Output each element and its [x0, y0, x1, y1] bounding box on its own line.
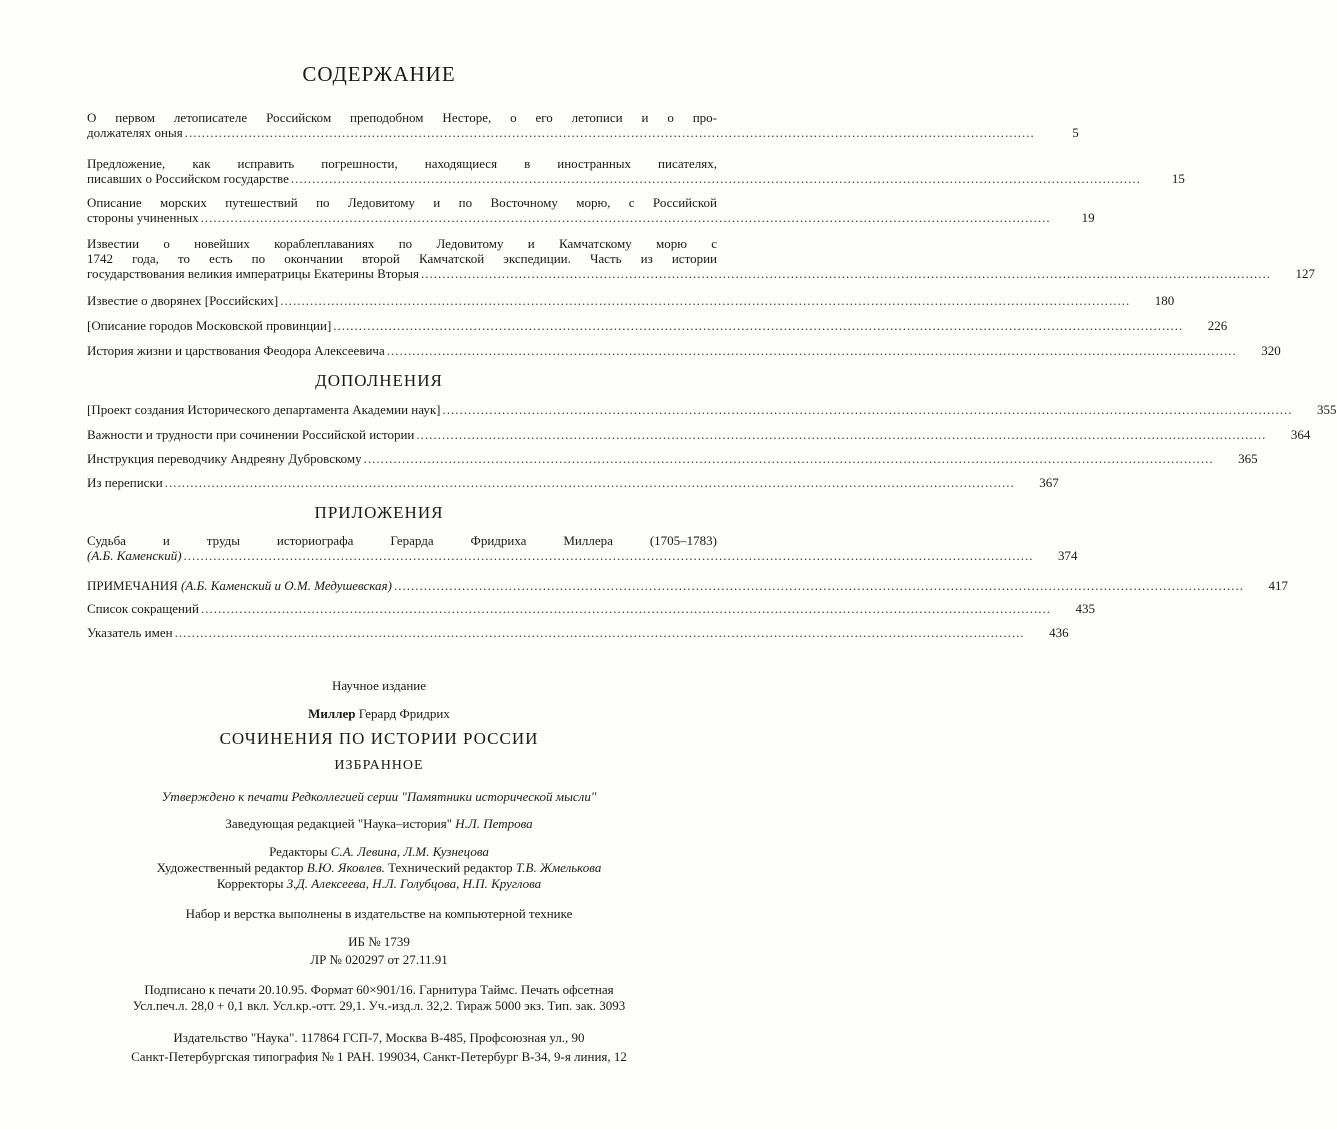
typeset-line: Набор и верстка выполнены в издательстве на компьютерной технике [185, 906, 573, 921]
toc-page-number: 435 [1075, 601, 1095, 616]
contents-title: СОДЕРЖАНИЕ [302, 62, 456, 86]
notes-label: ПРИМЕЧАНИЯ [87, 578, 178, 593]
toc-entry-text: Из переписки [87, 475, 163, 490]
toc-page-number: 367 [1039, 475, 1059, 490]
toc-entry: Известие о дворянех [Российских] ........................................................................................................................................................................................................ 180 [87, 293, 1175, 308]
toc-entry: Предложение, как исправить погрешности, находящиеся в иностранных писателях, писавших о Российском государстве ........................................................................................................................................................................................................ 15 [87, 156, 1185, 186]
toc-page-number: 355 [1317, 402, 1337, 417]
toc-entry: История жизни и царствования Феодора Алексеевича ........................................................................................................................................................................................................ 320 [87, 343, 1281, 358]
toc-entry: Из переписки ........................................................................................................................................................................................................ 367 [87, 475, 1059, 490]
toc-entry: Список сокращений ........................................................................................................................................................................................................ 435 [87, 601, 1095, 616]
toc-entry-text: стороны учиненных [87, 210, 199, 225]
toc-entry-text: [Описание городов Московской провинции] [87, 318, 332, 333]
toc-entry-text: (А.Б. Каменский) [87, 548, 182, 563]
art-editor-label: Художественный редактор [156, 860, 307, 875]
proofreaders-names: З.Д. Алексеева, Н.Л. Голубцова, Н.П. Круглова [286, 876, 542, 891]
publisher-line: Издательство "Наука". 117864 ГСП-7, Москва В-485, Профсоюзная ул., 90 [173, 1030, 585, 1045]
toc-page-number: 226 [1207, 318, 1228, 333]
toc-entry: Инструкция переводчику Андреяну Дубровскому ........................................................................................................................................................................................................ 365 [87, 451, 1258, 466]
toc-page-number: 5 [1072, 125, 1079, 140]
toc-entry-line: Предложение, как исправить погрешности, находящиеся в иностранных писателях, [87, 156, 717, 171]
head-editor-label: Заведующая редакцией "Наука–история" [225, 816, 456, 831]
toc-entry: Важности и трудности при сочинении Российской истории ........................................................................................................................................................................................................ 364 [87, 427, 1311, 442]
toc-entry-line: Известии о новейших кораблеплаваниях по Ледовитому и Камчатскому морю с [87, 236, 717, 251]
toc-entry-text: [Проект создания Исторического департамента Академии наук] [87, 402, 441, 417]
toc-page-number: 436 [1049, 625, 1069, 640]
toc-entry-line: Описание морских путешествий по Ледовитому и по Восточному морю, с Российской [87, 195, 717, 210]
proofreaders-label: Корректоры [216, 876, 287, 891]
toc-page-number: 127 [1295, 266, 1315, 281]
toc-entry: ПРИМЕЧАНИЯ (А.Б. Каменский и О.М. Медушевская) ........................................................................................................................................................................................................ 417 [87, 578, 1288, 593]
supplements-title: ДОПОЛНЕНИЯ [315, 371, 443, 390]
author-surname: Миллер [308, 706, 356, 721]
toc-page-number: 15 [1171, 171, 1185, 186]
book-title: СОЧИНЕНИЯ ПО ИСТОРИИ РОССИИ [219, 729, 539, 748]
proofreaders-line [0, 876, 758, 891]
toc-entry-text: государствования великия императрицы Екатерины Вторыя [87, 266, 419, 281]
lr-number: ЛР № 020297 от 27.11.91 [310, 952, 448, 967]
book-subtitle: ИЗБРАННОЕ [334, 758, 424, 773]
toc-entry-text: должателях оныя [87, 125, 183, 140]
tech-editor-name: Т.В. Жмелькова [515, 860, 602, 875]
toc-entry-line: 1742 года, то есть по окончании второй Камчатской экспедиции. Часть из истории [87, 251, 717, 266]
ib-number: ИБ № 1739 [348, 934, 410, 949]
toc-entry: [Описание городов Московской провинции] ........................................................................................................................................................................................................ 226 [87, 318, 1228, 333]
editors-line [0, 844, 758, 859]
toc-entry-line: Судьба и труды историографа Герарда Фридриха Миллера (1705–1783) [87, 533, 717, 548]
toc-entry: [Проект создания Исторического департамента Академии наук] ........................................................................................................................................................................................................ 355 [87, 402, 1337, 417]
editors-label: Редакторы [269, 844, 331, 859]
toc-page-number: 374 [1058, 548, 1078, 563]
tech-editor-label: Технический редактор [384, 860, 516, 875]
author-line [0, 706, 758, 721]
toc-entry-text: писавших о Российском государстве [87, 171, 289, 186]
toc-page-number: 320 [1261, 343, 1281, 358]
toc-entry-line: О первом летописателе Российском преподобном Несторе, о его летописи и о про- [87, 110, 717, 125]
edition-type: Научное издание [331, 678, 427, 693]
print-details-line-2: Усл.печ.л. 28,0 + 0,1 вкл. Усл.кр.-отт. 29,1. Уч.-изд.л. 32,2. Тираж 5000 экз. Тип. зак. 3093 [132, 998, 626, 1013]
toc-entry: Описание морских путешествий по Ледовитому и по Восточному морю, с Российской стороны учиненных ........................................................................................................................................................................................................ 19 [87, 195, 1095, 225]
toc-entry: Указатель имен ........................................................................................................................................................................................................ 436 [87, 625, 1069, 640]
print-details-line-1: Подписано к печати 20.10.95. Формат 60×901/16. Гарнитура Таймс. Печать офсетная [144, 982, 614, 997]
toc-entry-text: Список сокращений [87, 601, 199, 616]
art-editor-name: В.Ю. Яковлев. [306, 860, 385, 875]
toc-entry: Судьба и труды историографа Герарда Фридриха Миллера (1705–1783) (А.Б. Каменский) ........................................................................................................................................................................................................ 374 [87, 533, 1078, 563]
head-editor-name: Н.Л. Петрова [455, 816, 533, 831]
appendices-title: ПРИЛОЖЕНИЯ [314, 503, 444, 522]
notes-authors: (А.Б. Каменский и О.М. Медушевская) [181, 578, 392, 593]
printer-line: Санкт-Петербургская типография № 1 РАН. 199034, Санкт-Петербург В-34, 9-я линия, 12 [131, 1049, 627, 1064]
editors-names: С.А. Левина, Л.М. Кузнецова [330, 844, 489, 859]
toc-page-number: 365 [1238, 451, 1258, 466]
toc-entry-text: История жизни и царствования Феодора Алексеевича [87, 343, 385, 358]
toc-page-number: 364 [1290, 427, 1311, 442]
toc-page-number: 19 [1081, 210, 1095, 225]
toc-page-number: 180 [1154, 293, 1175, 308]
toc-entry-text: Инструкция переводчику Андреяну Дубровскому [87, 451, 362, 466]
toc-page-number: 417 [1268, 578, 1288, 593]
toc-entry-text: Важности и трудности при сочинении Российской истории [87, 427, 415, 442]
author-name: Герард Фридрих [355, 706, 450, 721]
approval-line: Утверждено к печати Редколлегией серии "Памятники исторической мысли" [161, 789, 597, 804]
head-editor-line [0, 816, 758, 831]
toc-entry-text: Указатель имен [87, 625, 173, 640]
toc-entry-text: Известие о дворянех [Российских] [87, 293, 279, 308]
toc-entry: О первом летописателе Российском преподобном Несторе, о его летописи и о про- должателях оныя ........................................................................................................................................................................................................ 5 [87, 110, 1079, 140]
toc-entry: Известии о новейших кораблеплаваниях по Ледовитому и Камчатскому морю с 1742 года, то есть по окончании второй Камчатской экспедиции. Часть из истории государствования великия императрицы Екатерины Вторыя ........................................................................................................................................................................................................ 127 [87, 236, 1315, 281]
art-tech-editors-line [0, 860, 758, 875]
